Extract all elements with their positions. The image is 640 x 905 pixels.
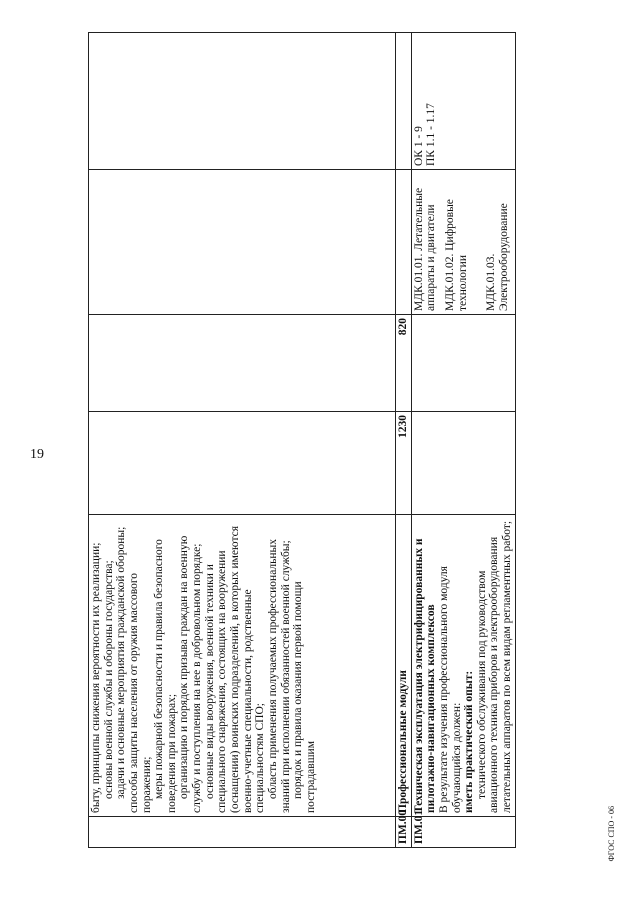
competencies-cell [89, 33, 396, 170]
footer-code: ФГОС СПО - 06 [607, 806, 616, 862]
experience-text: технического обслуживания под руководством авиационного техника приборов и электрооборудования летательных аппаратов по всем видам регламентных работ; [475, 520, 514, 813]
description-cell [89, 515, 396, 817]
description-line: порядок и правила оказания первой помощи пострадавшим [292, 581, 317, 813]
competencies-cell [411, 33, 515, 170]
code-cell [89, 817, 396, 848]
course-item: МДК.01.03. Электрооборудование [485, 203, 510, 311]
hours-max-value: 1230 [396, 412, 412, 515]
table-row [396, 33, 412, 848]
courses-cell [411, 170, 515, 315]
table-row [89, 33, 396, 848]
description-line: область применения получаемых профессиональных знаний при исполнении обязанностей военной службы; [266, 538, 292, 813]
module-title: Профессиональные модули [396, 515, 412, 817]
hours-max-cell [411, 412, 515, 515]
rotated-table-container [88, 33, 514, 848]
course-item: МДК.01.02. Цифровые технологии [443, 199, 469, 311]
description-line: меры пожарной безопасности и правила безопасного поведения при пожарах; [153, 539, 178, 813]
hours-required-cell [411, 315, 515, 412]
hours-required-value: 820 [396, 315, 412, 412]
description-line: задачи и основные мероприятия гражданской обороны; способы защиты населения от оружия массового поражения; [115, 526, 153, 813]
module-code: ПМ.01 [411, 817, 515, 848]
description-line: основы военной службы и обороны государства; [102, 560, 115, 799]
page-number: 19 [30, 447, 44, 462]
competency-item: ПК 1.1 - 1.17 [425, 103, 438, 166]
hours-required-cell [89, 315, 396, 412]
module-intro: В результате изучения профессионального модуля обучающийся должен: [437, 566, 463, 813]
curriculum-table [88, 32, 516, 848]
table-row [411, 33, 515, 848]
courses-cell [89, 170, 396, 315]
module-code: ПМ.00 [396, 817, 412, 848]
course-item: МДК.01.01. Летательные аппараты и двигатели [412, 187, 438, 311]
experience-label: иметь практический опыт: [463, 670, 476, 813]
description-line: основные виды вооружения, военной техники и специального снаряжения, состоящих на вооружении (оснащении) воинских подразделений, в которых имеются военно-учетные специальности, родственные специальностям СПО; [203, 525, 267, 813]
hours-max-cell [89, 412, 396, 515]
description-cell [411, 515, 515, 817]
description-line: быту, принципы снижения вероятности их реализации; [90, 542, 102, 813]
module-title: Техническая эксплуатация электрифицированных и пилотажно-навигационных комплексов [412, 538, 438, 813]
courses-cell [396, 170, 412, 315]
competency-item: ОК 1 - 9 [412, 126, 425, 166]
description-line: организацию и порядок призыва граждан на военную службу и поступления на нее в добровольном порядке; [178, 535, 204, 813]
competencies-cell [396, 33, 412, 170]
